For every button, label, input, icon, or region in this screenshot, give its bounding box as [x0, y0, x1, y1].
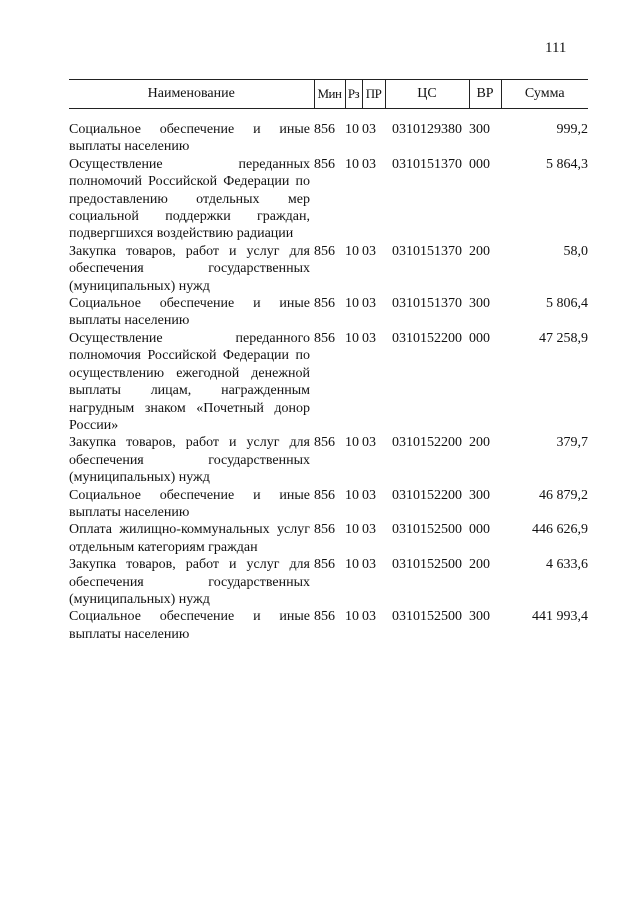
row-rz: 10	[345, 243, 359, 259]
row-min: 856	[314, 522, 335, 538]
table-row	[69, 556, 588, 608]
header-cs: ЦС	[385, 80, 469, 109]
header-pr: ПР	[362, 80, 385, 109]
row-cs: 0310152500	[392, 609, 462, 625]
row-cs: 0310151370	[392, 156, 462, 172]
row-cs: 0310152500	[392, 522, 462, 538]
table-header-row	[69, 80, 588, 109]
row-name: Оплата жилищно-коммунальных услуг отдельным категориям граждан	[69, 522, 310, 555]
row-rz: 10	[345, 435, 359, 451]
row-pr: 03	[362, 557, 376, 573]
row-rz: 10	[345, 522, 359, 538]
row-cs: 0310152200	[392, 487, 462, 503]
table-row	[69, 487, 588, 522]
row-name: Закупка товаров, работ и услуг для обеспечения государственных (муниципальных) нужд	[69, 435, 310, 486]
row-min: 856	[314, 487, 335, 503]
row-vr: 300	[469, 487, 490, 503]
row-pr: 03	[362, 156, 376, 172]
row-pr: 03	[362, 330, 376, 346]
row-rz: 10	[345, 557, 359, 573]
row-name: Социальное обеспечение и иные выплаты населению	[69, 122, 310, 155]
row-vr: 200	[469, 243, 490, 259]
row-cs: 0310152200	[392, 330, 462, 346]
row-pr: 03	[362, 435, 376, 451]
row-sum: 446 626,9	[532, 522, 588, 538]
row-rz: 10	[345, 296, 359, 312]
row-rz: 10	[345, 156, 359, 172]
row-vr: 000	[469, 522, 490, 538]
row-cs: 0310151370	[392, 243, 462, 259]
row-cs: 0310152200	[392, 435, 462, 451]
row-pr: 03	[362, 487, 376, 503]
row-vr: 200	[469, 435, 490, 451]
row-pr: 03	[362, 296, 376, 312]
row-min: 856	[314, 330, 335, 346]
row-min: 856	[314, 435, 335, 451]
row-name: Осуществление переданных полномочий Российской Федерации по предоставлению отдельных мер социальной поддержки граждан, подвергшихся воздействию радиации	[69, 156, 310, 242]
table-row	[69, 608, 588, 643]
page-number: 111	[545, 40, 567, 56]
row-vr: 300	[469, 296, 490, 312]
budget-table	[69, 79, 588, 643]
row-name: Закупка товаров, работ и услуг для обеспечения государственных (муниципальных) нужд	[69, 557, 310, 607]
row-cs: 0310151370	[392, 296, 462, 312]
row-sum: 999,2	[556, 122, 588, 137]
table-row	[69, 521, 588, 556]
row-name: Социальное обеспечение и иные выплаты населению	[69, 296, 310, 329]
row-sum: 4 633,6	[546, 557, 588, 573]
row-min: 856	[314, 609, 335, 625]
table-body	[69, 109, 588, 644]
row-cs: 0310129380	[392, 122, 462, 137]
row-rz: 10	[345, 487, 359, 503]
table-row	[69, 121, 588, 156]
row-sum: 47 258,9	[539, 330, 588, 346]
row-sum: 46 879,2	[539, 487, 588, 503]
header-sum: Сумма	[501, 80, 588, 109]
row-name: Закупка товаров, работ и услуг для обеспечения государственных (муниципальных) нужд	[69, 243, 310, 294]
row-min: 856	[314, 557, 335, 573]
row-rz: 10	[345, 330, 359, 346]
table-row	[69, 156, 588, 243]
row-min: 856	[314, 243, 335, 259]
row-name: Осуществление переданного полномочия Российской Федерации по осуществлению ежегодной денежной выплаты лицам, награжденным нагрудным знаком «Почетный донор России»	[69, 330, 310, 433]
row-sum: 58,0	[563, 243, 588, 259]
row-name: Социальное обеспечение и иные выплаты населению	[69, 609, 310, 642]
header-vr: ВР	[469, 80, 501, 109]
row-min: 856	[314, 122, 335, 137]
table-row	[69, 295, 588, 330]
header-rz: Рз	[345, 80, 362, 109]
row-pr: 03	[362, 122, 376, 137]
row-sum: 5 806,4	[546, 296, 588, 312]
row-vr: 000	[469, 156, 490, 172]
row-vr: 300	[469, 609, 490, 625]
row-pr: 03	[362, 243, 376, 259]
table-row	[69, 243, 588, 295]
header-name: Наименование	[69, 80, 314, 109]
row-cs: 0310152500	[392, 557, 462, 573]
header-min: Мин	[314, 80, 345, 109]
row-pr: 03	[362, 609, 376, 625]
row-vr: 200	[469, 557, 490, 573]
row-rz: 10	[345, 609, 359, 625]
row-sum: 5 864,3	[546, 156, 588, 172]
table-row	[69, 330, 588, 434]
row-vr: 300	[469, 122, 490, 137]
row-min: 856	[314, 156, 335, 172]
row-sum: 441 993,4	[532, 609, 588, 625]
row-min: 856	[314, 296, 335, 312]
table-row	[69, 434, 588, 486]
row-sum: 379,7	[556, 435, 588, 451]
row-pr: 03	[362, 522, 376, 538]
row-vr: 000	[469, 330, 490, 346]
row-rz: 10	[345, 122, 359, 137]
row-name: Социальное обеспечение и иные выплаты населению	[69, 487, 310, 520]
